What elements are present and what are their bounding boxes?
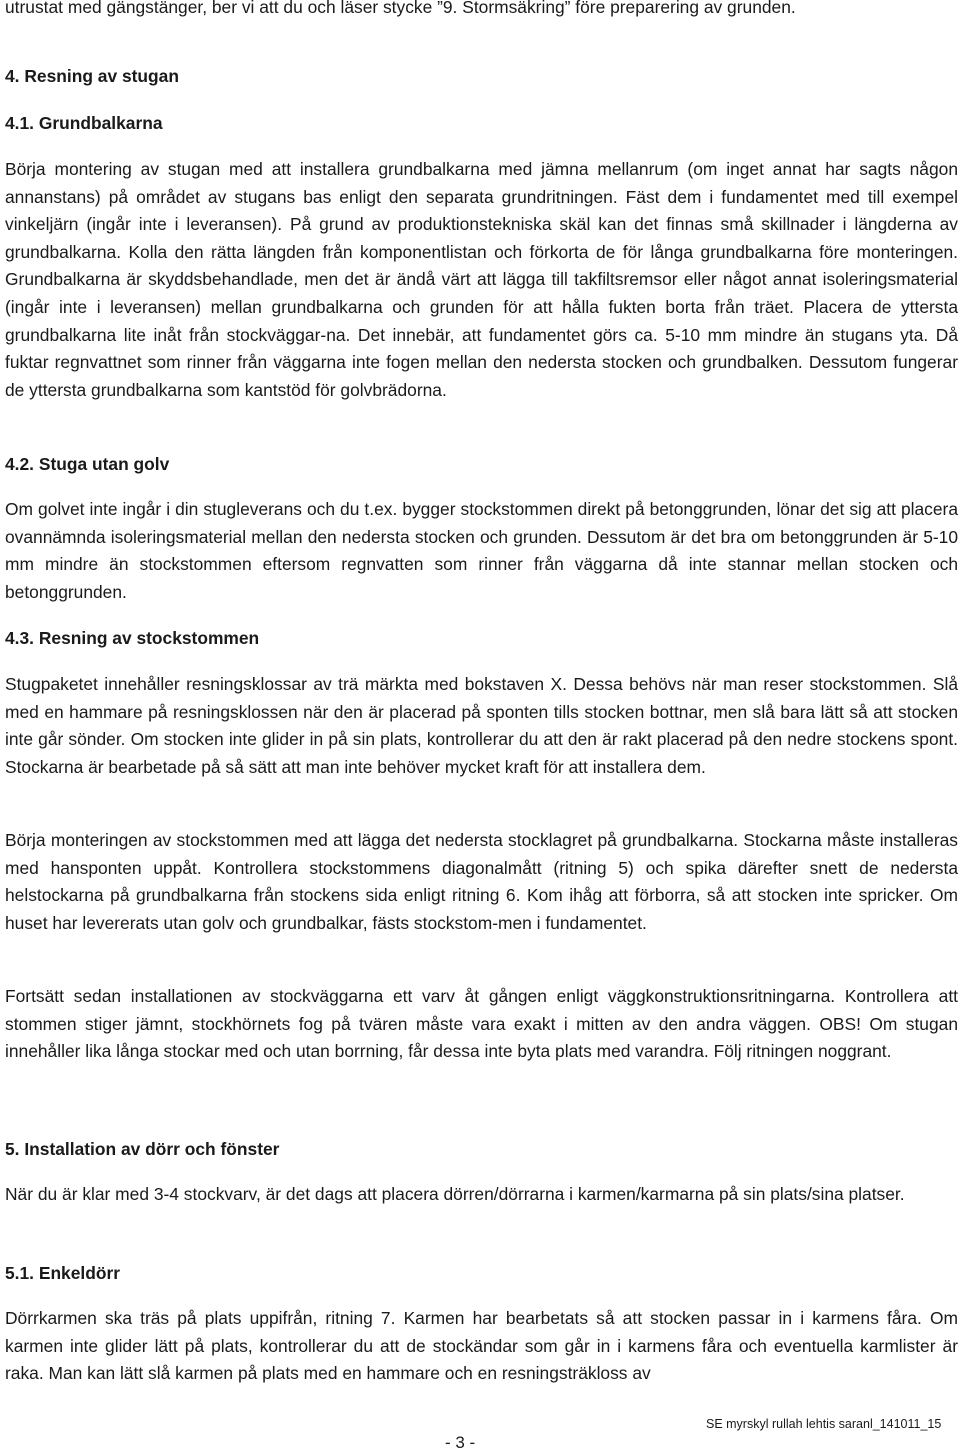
section-4-3-paragraph-2: Börja monteringen av stockstommen med att lägga det nedersta stocklagret på grundbalkarna. Stockarna måste installeras med hansponten uppåt. Kontrollera stockstommens diagonalmått (ritning 5) och spika därefter snett de nedersta helstockarna på grundbalkarna från stockens sida enligt ritning 6. Kom ihåg att förborra, så att stocken inte spricker. Om huset har levererats utan golv och grundbalkar, fästs stockstom-men i fundamentet. (5, 830, 958, 933)
page-number: - 3 - (445, 1433, 476, 1452)
section-5-heading: 5. Installation av dörr och fönster (5, 1139, 280, 1159)
section-5-paragraph: När du är klar med 3-4 stockvarv, är det dags att placera dörren/dörrarna i karmen/karmarna på sin plats/sina platser. (5, 1184, 905, 1204)
section-4-1-paragraph: Börja montering av stugan med att installera grundbalkarna med jämna mellanrum (om inget annat har sagts någon annanstans) på området av stugans bas enligt den separata grundritningen. Fäst dem i fundamentet med till exempel vinkeljärn (ingår inte i leveransen). På grund av produktionstekniska skäl kan det finnas små skillnader i längderna av grundbalkarna. Kolla den rätta längden från komponentlistan och förkorta de för långa grundbalkarna före monteringen. Grundbalkarna är skyddsbehandlade, men det är ändå värt att lägga till takfiltsremsor eller något annat isoleringsmaterial (ingår inte i leveransen) mellan grundbalkarna och grunden för att hålla fukten borta från träet. Placera de yttersta grundbalkarna lite inåt från stockväggar-na. Det innebär, att fundamentet görs ca. 5-10 mm mindre än stugans yta. Då fuktar regnvattnet som rinner från väggarna inte fogen mellan den nedersta stocken och grundbalken. Dessutom fungerar de yttersta grundbalkarna som kantstöd för golvbrädorna. (5, 159, 958, 400)
section-4-3-heading: 4.3. Resning av stockstommen (5, 628, 260, 648)
document-reference: SE myrskyl rullah lehtis saranl_141011_15 (706, 1417, 942, 1431)
section-5-1-heading: 5.1. Enkeldörr (5, 1263, 121, 1283)
section-4-3-paragraph-1: Stugpaketet innehåller resningsklossar av trä märkta med bokstaven X. Dessa behövs när man reser stockstommen. Slå med en hammare på resningsklossen när den är placerad på sponten tills stocken bottnar, men slå bara lätt så att stocken inte går sönder. Om stocken inte glider in på sin plats, kontrollerar du att den är rakt placerad på den nedre stockens spont. Stockarna är bearbetade på så sätt att man inte behöver mycket kraft för att installera dem. (5, 674, 958, 777)
intro-paragraph: utrustat med gängstänger, ber vi att du och läser stycke ”9. Stormsäkring” före preparering av grunden. (5, 0, 796, 17)
section-5-1-paragraph: Dörrkarmen ska träs på plats uppifrån, ritning 7. Karmen har bearbetats så att stocken passar in i karmens fåra. Om karmen inte glider lätt på plats, kontrollerar du att de stockändar som går in i karmens fåra och eventuella karmlister är raka. Man kan lätt slå karmen på plats med en hammare och en resningsträkloss av (5, 1308, 958, 1384)
section-4-heading: 4. Resning av stugan (5, 66, 179, 86)
section-4-3-paragraph-3: Fortsätt sedan installationen av stockväggarna ett varv åt gången enligt väggkonstruktionsritningarna. Kontrollera att stommen stiger jämnt, stockhörnets fog på tvären måste vara exakt i mitten av den andra väggen. OBS! Om stugan innehåller lika långa stockar med och utan borrning, får dessa inte byta plats med varandra. Följ ritningen noggrant. (5, 986, 958, 1062)
section-4-2-heading: 4.2. Stuga utan golv (5, 454, 170, 474)
section-4-1-heading: 4.1. Grundbalkarna (5, 113, 163, 133)
section-4-2-paragraph: Om golvet inte ingår i din stugleverans och du t.ex. bygger stockstommen direkt på betonggrunden, lönar det sig att placera ovannämnda isoleringsmaterial mellan den nedersta stocken och grunden. Dessutom är det bra om betonggrunden är 5-10 mm mindre än stockstommen eftersom regnvatten som rinner från väggarna då inte stannar mellan stocken och betonggrunden. (5, 499, 958, 602)
